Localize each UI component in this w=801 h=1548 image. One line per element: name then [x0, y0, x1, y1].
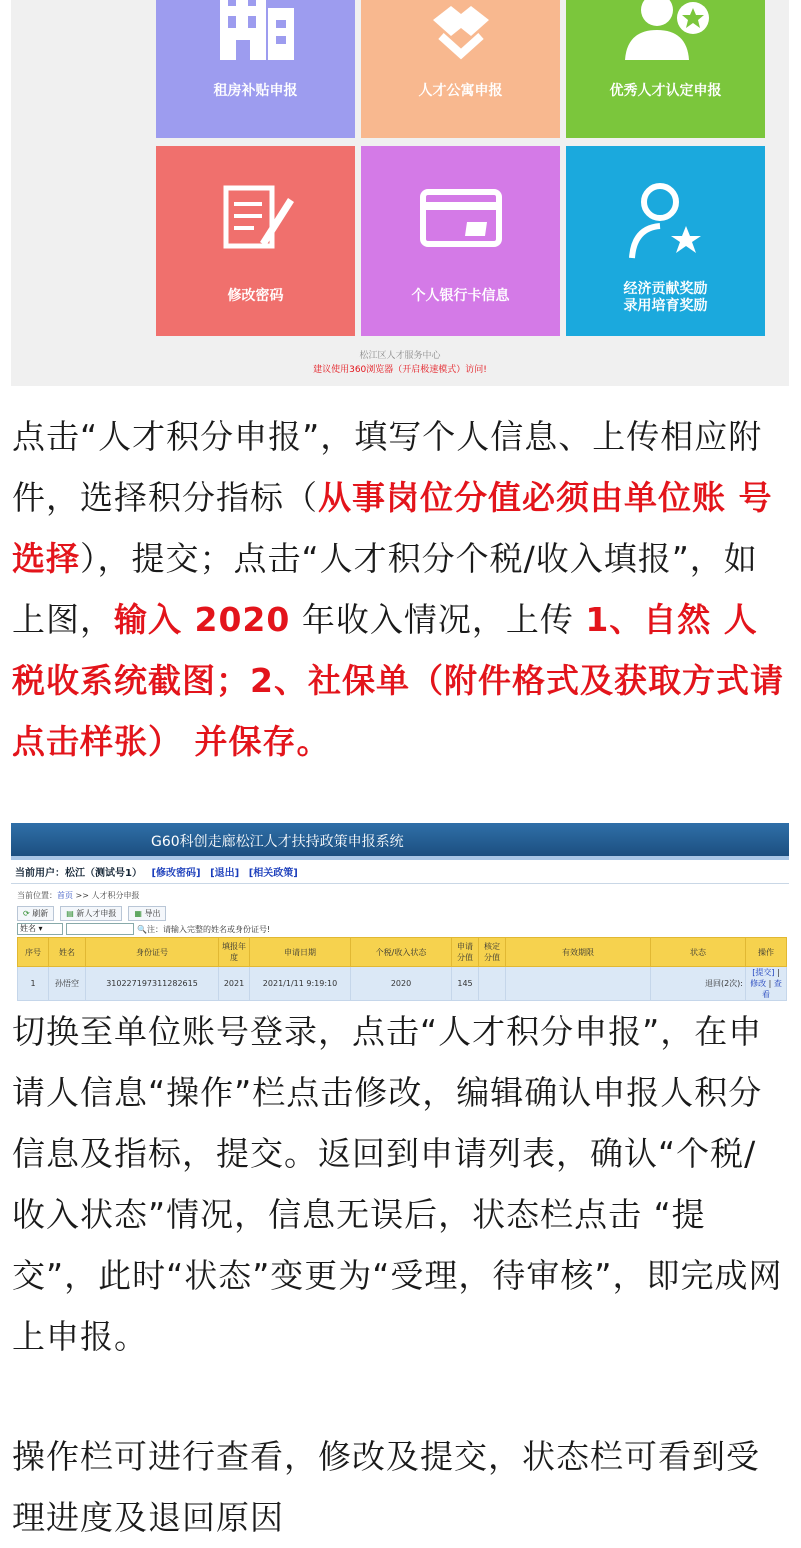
system-screenshot — [11, 823, 789, 999]
application-table — [17, 937, 787, 1001]
instruction-paragraph-3: 操作栏可进行查看，修改及提交，状态栏可看到受理进度及退回原因 — [12, 1437, 760, 1537]
cell-valid — [506, 967, 651, 1001]
p1-highlight-2: 输入 2020 — [114, 600, 291, 639]
edit-document-icon — [156, 172, 355, 260]
col-header: 个税/收入状态 — [351, 938, 452, 967]
breadcrumb — [17, 890, 140, 901]
table-row[interactable] — [18, 967, 787, 1001]
tile-economic-award[interactable] — [566, 146, 765, 336]
refresh-button[interactable] — [17, 906, 54, 921]
search-icon[interactable]: 🔍 — [137, 924, 147, 934]
search-hint — [137, 924, 270, 935]
person-star-badge-icon — [566, 0, 765, 62]
p1-highlight-3: 1、自然 人税收系统截图；2、社保单（附件格式及获取方式请点击样张） 并保存。 — [12, 600, 784, 761]
edit-link[interactable]: 修改 — [750, 979, 767, 988]
search-input[interactable] — [66, 923, 134, 935]
tile-label: 个人银行卡信息 — [411, 288, 510, 304]
new-application-button[interactable] — [60, 906, 122, 921]
new-application-label: 新人才申报 — [76, 909, 117, 918]
tile-talent-apartment[interactable] — [361, 0, 560, 138]
col-header: 有效期限 — [506, 938, 651, 967]
tile-outstanding-talent[interactable] — [566, 0, 765, 138]
tile-change-password[interactable] — [156, 146, 355, 336]
cell-apply-score: 145 — [452, 967, 479, 1001]
tile-label-line2: 录用培育奖励 — [623, 298, 708, 314]
portal-screenshot — [11, 0, 789, 386]
handshake-icon — [361, 0, 560, 62]
breadcrumb-home-link[interactable]: 首页 — [57, 891, 73, 900]
breadcrumb-current: >> 人才积分申报 — [75, 891, 140, 900]
tile-label — [566, 281, 765, 315]
bank-card-icon — [361, 172, 560, 260]
cell-no: 1 — [18, 967, 49, 1001]
logout-link[interactable]: [退出] — [210, 868, 240, 879]
change-password-link[interactable]: [修改密码] — [151, 868, 201, 879]
search-row — [17, 923, 270, 935]
p1-text-3: 年收入情况，上传 — [290, 600, 586, 639]
tile-label-line1: 经济贡献奖励 — [623, 281, 708, 297]
instruction-paragraph-2: 切换至单位账号登录，点击“人才积分申报”，在申请人信息“操作”栏点击修改，编辑确认申报人积分信息及指标，提交。返回到申请列表，确认“个税/收入状态”情况，信息无误后，状态栏点击 “提交”，此时“状态”变更为“受理，待审核”，即完成网上申报。 — [12, 1012, 783, 1356]
header-strip — [11, 856, 789, 860]
tile-label: 租房补贴申报 — [213, 83, 298, 99]
tile-bank-card[interactable] — [361, 146, 560, 336]
cell-id: 310227197311282615 — [86, 967, 219, 1001]
submit-link[interactable]: [提交] — [752, 968, 775, 977]
divider — [11, 883, 789, 884]
tile-label: 人才公寓申报 — [418, 83, 503, 99]
cell-status: 退回(2次): — [651, 967, 746, 1001]
tile-label: 修改密码 — [227, 288, 284, 304]
related-policy-link[interactable]: [相关政策] — [248, 868, 298, 879]
p1-text-1: 点击“人才积分申报”，填写个人信息、上传相应附件，选择积分指标（ — [12, 417, 763, 517]
current-user: 当前用户：松江（测试号1） — [15, 868, 142, 879]
system-header — [11, 823, 789, 856]
footer-org: 松江区人才服务中心 — [359, 351, 441, 361]
search-field-value: 姓名 — [20, 924, 36, 933]
search-hint-text: 注：请输入完整的姓名或身份证号! — [146, 924, 271, 934]
col-header: 身份证号 — [86, 938, 219, 967]
cell-actions: [提交] | 修改 | 查看 — [746, 967, 787, 1001]
user-bar — [15, 864, 298, 879]
breadcrumb-prefix: 当前位置： — [17, 891, 57, 900]
cell-tax-status: 2020 — [351, 967, 452, 1001]
refresh-icon: ⟳ — [23, 909, 30, 918]
system-title: G60科创走廊松江人才扶持政策申报系统 — [151, 834, 404, 850]
p1-highlight-1: 从事岗位分值必须由单位账 号选择 — [12, 478, 773, 578]
p1-text-2: ），提交；点击“人才积分个税/收入填报”，如上图， — [12, 539, 758, 639]
export-icon: ▦ — [134, 909, 142, 918]
col-header: 状态 — [651, 938, 746, 967]
table-header-row — [18, 938, 787, 967]
col-header: 申请日期 — [250, 938, 351, 967]
col-header: 姓名 — [49, 938, 86, 967]
tile-rent-subsidy[interactable] — [156, 0, 355, 138]
building-icon — [156, 0, 355, 62]
cell-name: 孙悟空 — [49, 967, 86, 1001]
person-star-icon — [566, 172, 765, 260]
footer-browser-note: 建议使用360浏览器（开启极速模式）访问! — [313, 365, 487, 375]
col-header: 填报年度 — [219, 938, 250, 967]
new-doc-icon: ▤ — [66, 909, 74, 918]
refresh-label: 刷新 — [32, 909, 49, 918]
cell-year: 2021 — [219, 967, 250, 1001]
col-header: 操作 — [746, 938, 787, 967]
instruction-paragraph-1 — [12, 406, 788, 772]
col-header: 核定分值 — [479, 938, 506, 967]
cell-approved-score — [479, 967, 506, 1001]
tile-label: 优秀人才认定申报 — [609, 83, 722, 99]
toolbar — [17, 906, 166, 921]
export-button[interactable] — [128, 906, 166, 921]
col-header: 序号 — [18, 938, 49, 967]
cell-date: 2021/1/11 9:19:10 — [250, 967, 351, 1001]
export-label: 导出 — [144, 909, 161, 918]
view-link[interactable]: 查看 — [762, 979, 782, 999]
col-header: 申请分值 — [452, 938, 479, 967]
search-field-select[interactable]: 姓名 ▾ — [17, 923, 63, 935]
